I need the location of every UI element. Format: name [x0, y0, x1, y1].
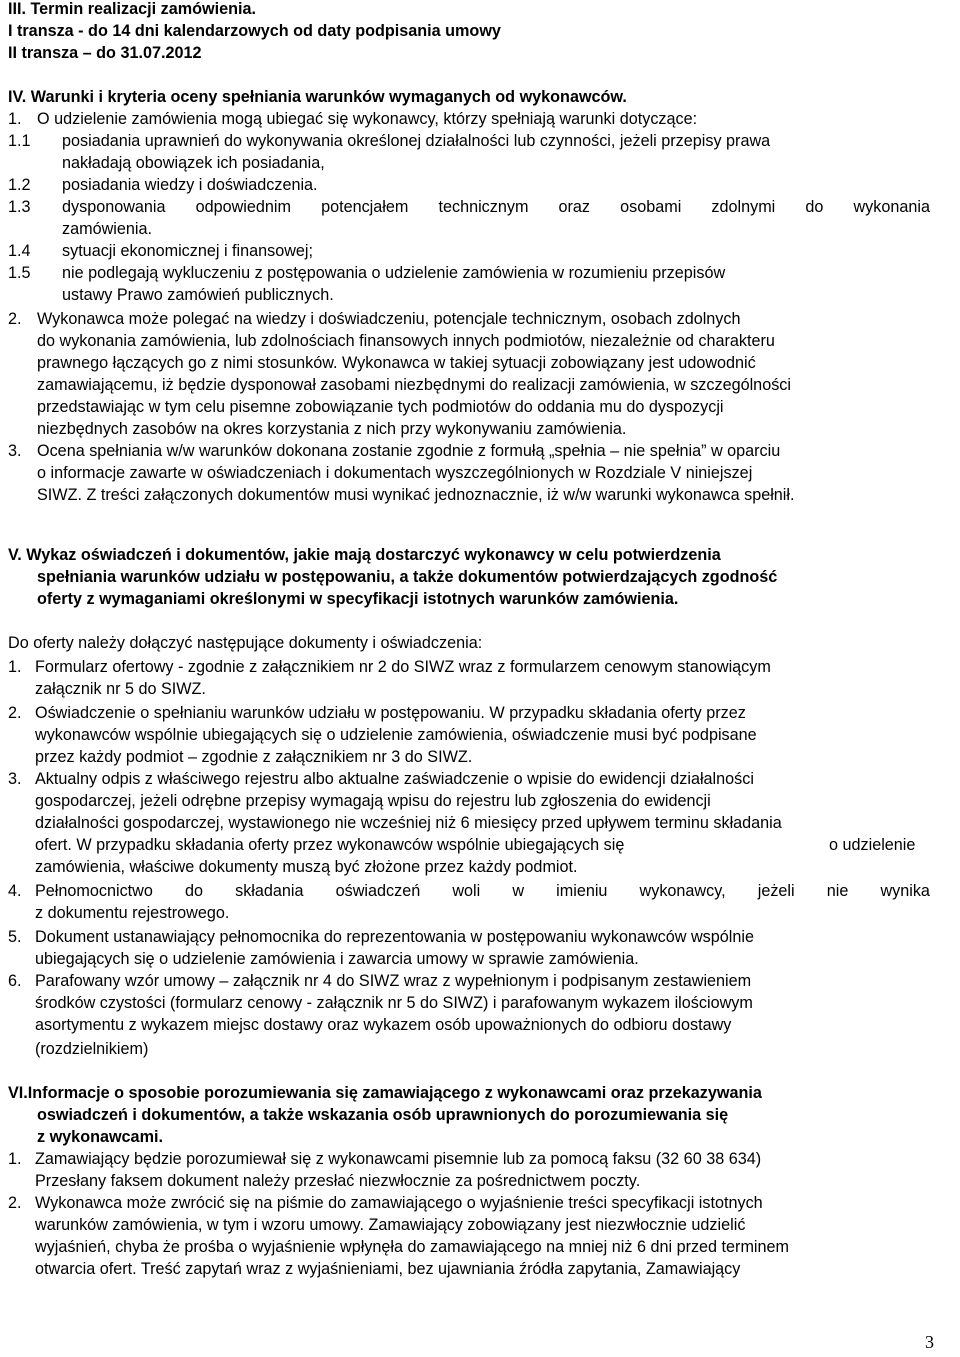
section-4-item-1-5-text-2: ustawy Prawo zamówień publicznych. [62, 286, 334, 304]
section-4-item-1-1-text-2: nakładają obowiązek ich posiadania, [62, 154, 325, 172]
section-4-item-2-line-3: prawnego łączących go z nimi stosunków. Wykonawca w takiej sytuacji zobowiązany jest udowodnić [37, 354, 756, 372]
section-5-item-4-number: 4. [8, 882, 22, 900]
section-5-item-3-line-1: Aktualny odpis z właściwego rejestru albo aktualne zaświadczenie o wpisie do ewidencji działalności [35, 770, 754, 788]
section-5-item-5-line-2: ubiegających się o udzielenie zamówienia i zawarcia umowy w sprawie zamówienia. [35, 950, 639, 968]
section-4-item-1-3-text-2: zamówienia. [62, 220, 152, 238]
section-4-item-2-line-6: niezbędnych zasobów na okres korzystania z nich przy wykonywaniu zamówienia. [37, 420, 627, 438]
section-5-item-1-number: 1. [8, 658, 22, 676]
section-4-item-1-text: O udzielenie zamówienia mogą ubiegać się wykonawcy, którzy spełniają warunki dotyczące: [37, 110, 698, 128]
section-5-item-1-line-2: załącznik nr 5 do SIWZ. [35, 680, 206, 698]
section-4-item-1-3-number: 1.3 [8, 198, 31, 216]
section-6-item-1-line-1: Zamawiający będzie porozumiewał się z wykonawcami pisemnie lub za pomocą faksu (32 60 38 634) [35, 1150, 762, 1168]
section-4-item-2-line-2: do wykonania zamówienia, lub zdolnościach finansowych innych podmiotów, niezależnie od charakteru [37, 332, 775, 350]
section-5-item-6-line-3: asortymentu z wykazem miejsc dostawy oraz wykazem osób upoważnionych do odbioru dostawy [35, 1016, 732, 1034]
word: odpowiednim [195, 198, 291, 216]
section-5-item-2-line-2: wykonawców wspólnie ubiegających się o udzielenie zamówienia, oświadczenie musi być podpisane [35, 726, 757, 744]
section-6-item-2-line-3: wyjaśnień, chyba że prośba o wyjaśnienie wpłynęła do zamawiającego na mniej niż 6 dni przed terminem [35, 1238, 790, 1256]
section-5-item-3-line-2: gospodarczej, jeżeli odrębne przepisy wymagają wpisu do rejestru lub zgłoszenia do ewidencji [35, 792, 711, 810]
section-5-item-3-line-5: zamówienia, właściwe dokumenty muszą być złożone przez każdy podmiot. [35, 858, 578, 876]
section-4-item-1-1-number: 1.1 [8, 132, 31, 150]
section-5-item-4-line-2: z dokumentu rejestrowego. [35, 904, 230, 922]
section-4-item-3-line-1: Ocena spełniania w/w warunków dokonana zostanie zgodnie z formułą „spełnia – nie spełnia” w oparciu [37, 442, 781, 460]
section-6-item-2-line-2: warunków zamówienia, w tym i wzoru umowy. Zamawiający zobowiązany jest niezwłocznie udzielić [35, 1216, 746, 1234]
section-5-item-3-line-4-end: o udzielenie [829, 836, 916, 854]
section-6-heading-2: oswiadczeń i dokumentów, a także wskazania osób uprawnionych do porozumiewania się [37, 1106, 729, 1124]
section-4-item-1-5-text-1: nie podlegają wykluczeniu z postępowania o udzielenie zamówienia w rozumieniu przepisów [62, 264, 726, 282]
word: oświadczeń [335, 882, 421, 900]
section-5-item-5-line-1: Dokument ustanawiający pełnomocnika do reprezentowania w postępowaniu wykonawców wspólnie [35, 928, 754, 946]
section-5-item-3-line-4: ofert. W przypadku składania oferty przez wykonawców wspólnie ubiegających się [35, 836, 625, 854]
section-4-item-1-2-text: posiadania wiedzy i doświadczenia. [62, 176, 318, 194]
section-4-item-1-number: 1. [8, 110, 22, 128]
section-5-item-6-number: 6. [8, 972, 22, 990]
section-6-item-2-number: 2. [8, 1194, 22, 1212]
word: osobami [620, 198, 682, 216]
section-4-item-2-line-4: zamawiającemu, iż będzie dysponował zasobami niezbędnymi do realizacji zamówienia, w szczególności [37, 376, 791, 394]
section-6-item-1-line-2: Przesłany faksem dokument należy przesłać niezwłocznie za pośrednictwem poczty. [35, 1172, 641, 1190]
word: składania [235, 882, 304, 900]
section-5-item-3-number: 3. [8, 770, 22, 788]
section-4-item-1-3-text-1 [62, 196, 930, 218]
section-5-item-6-line-1: Parafowany wzór umowy – załącznik nr 4 do SIWZ wraz z wypełnionym i podpisanym zestawieniem [35, 972, 752, 990]
section-4-item-1-4-text: sytuacji ekonomicznej i finansowej; [62, 242, 314, 260]
section-5-item-2-line-3: przez każdy podmiot – zgodnie z załącznikiem nr 3 do SIWZ. [35, 748, 473, 766]
section-4-item-3-line-3: SIWZ. Z treści załączonych dokumentów musi wynikać jednoznacznie, iż w/w warunki wykonawca spełnił. [37, 486, 795, 504]
word: wykonania [853, 198, 930, 216]
section-5-item-3-line-3: działalności gospodarczej, wystawionego nie wcześniej niż 6 miesięcy przed upływem terminu składania [35, 814, 782, 832]
word: nie [826, 882, 849, 900]
section-5-item-6-line-4: (rozdzielnikiem) [35, 1040, 149, 1058]
section-4-item-1-2-number: 1.2 [8, 176, 31, 194]
section-4-item-3-number: 3. [8, 442, 22, 460]
word: wynika [880, 882, 930, 900]
word: woli [452, 882, 481, 900]
section-6-item-1-number: 1. [8, 1150, 22, 1168]
word: oraz [558, 198, 591, 216]
section-6-heading-1: VI.Informacje o sposobie porozumiewania się zamawiającego z wykonawcami oraz przekazywania [8, 1084, 762, 1102]
section-5-heading-3: oferty z wymaganiami określonymi w specyfikacji istotnych warunków zamówienia. [37, 590, 679, 608]
section-5-item-1-line-1: Formularz ofertowy - zgodnie z załącznikiem nr 2 do SIWZ wraz z formularzem cenowym stanowiącym [35, 658, 771, 676]
section-4-item-3-line-2: o informacje zawarte w oświadczeniach i dokumentach wyszczególnionych w Rozdziale V niniejszej [37, 464, 753, 482]
section-5-item-6-line-2: środków czystości (formularz cenowy - załącznik nr 5 do SIWZ) i parafowanym wykazem ilościowym [35, 994, 753, 1012]
section-4-item-1-4-number: 1.4 [8, 242, 31, 260]
section-4-item-1-1-text-1: posiadania uprawnień do wykonywania określonej działalności lub czynności, jeżeli przepisy prawa [62, 132, 771, 150]
word: do [184, 882, 203, 900]
section-5-item-2-line-1: Oświadczenie o spełnianiu warunków udziału w postępowaniu. W przypadku składania oferty przez [35, 704, 746, 722]
section-3-line-1: I transza - do 14 dni kalendarzowych od daty podpisania umowy [8, 22, 501, 40]
section-4-item-2-line-1: Wykonawca może polegać na wiedzy i doświadczeniu, potencjale technicznym, osobach zdolnych [37, 310, 741, 328]
section-5-item-4-line-1 [35, 880, 930, 902]
section-6-item-2-line-4: otwarcia ofert. Treść zapytań wraz z wyjaśnieniami, bez ujawniania źródła zapytania, Zamawiający [35, 1260, 741, 1278]
word: potencjałem [321, 198, 409, 216]
section-4-heading: IV. Warunki i kryteria oceny spełniania warunków wymaganych od wykonawców. [8, 88, 627, 106]
word: wykonawcy, [639, 882, 726, 900]
section-5-item-5-number: 5. [8, 928, 22, 946]
section-4-item-2-line-5: przedstawiając w tym celu pisemne zobowiązanie tych podmiotów do oddania mu do dyspozycji [37, 398, 724, 416]
section-6-item-2-line-1: Wykonawca może zwrócić się na piśmie do zamawiającego o wyjaśnienie treści specyfikacji istotnych [35, 1194, 763, 1212]
word: Pełnomocnictwo [35, 882, 153, 900]
word: dysponowania [62, 198, 166, 216]
word: zdolnymi [711, 198, 776, 216]
section-5-heading-1: V. Wykaz oświadczeń i dokumentów, jakie mają dostarczyć wykonawcy w celu potwierdzenia [8, 546, 721, 564]
word: w [512, 882, 525, 900]
section-6-heading-3: z wykonawcami. [37, 1128, 163, 1146]
word: do [805, 198, 824, 216]
word: technicznym [438, 198, 529, 216]
section-3-line-2: II transza – do 31.07.2012 [8, 44, 202, 62]
page-number: 3 [925, 1332, 934, 1352]
section-5-item-2-number: 2. [8, 704, 22, 722]
section-5-intro: Do oferty należy dołączyć następujące dokumenty i oświadczenia: [8, 634, 483, 652]
section-3-heading: III. Termin realizacji zamówienia. [8, 0, 256, 18]
word: jeżeli [757, 882, 795, 900]
section-5-heading-2: spełniania warunków udziału w postępowaniu, a także dokumentów potwierdzających zgodność [37, 568, 778, 586]
word: imieniu [556, 882, 608, 900]
section-4-item-1-5-number: 1.5 [8, 264, 31, 282]
section-4-item-2-number: 2. [8, 310, 22, 328]
